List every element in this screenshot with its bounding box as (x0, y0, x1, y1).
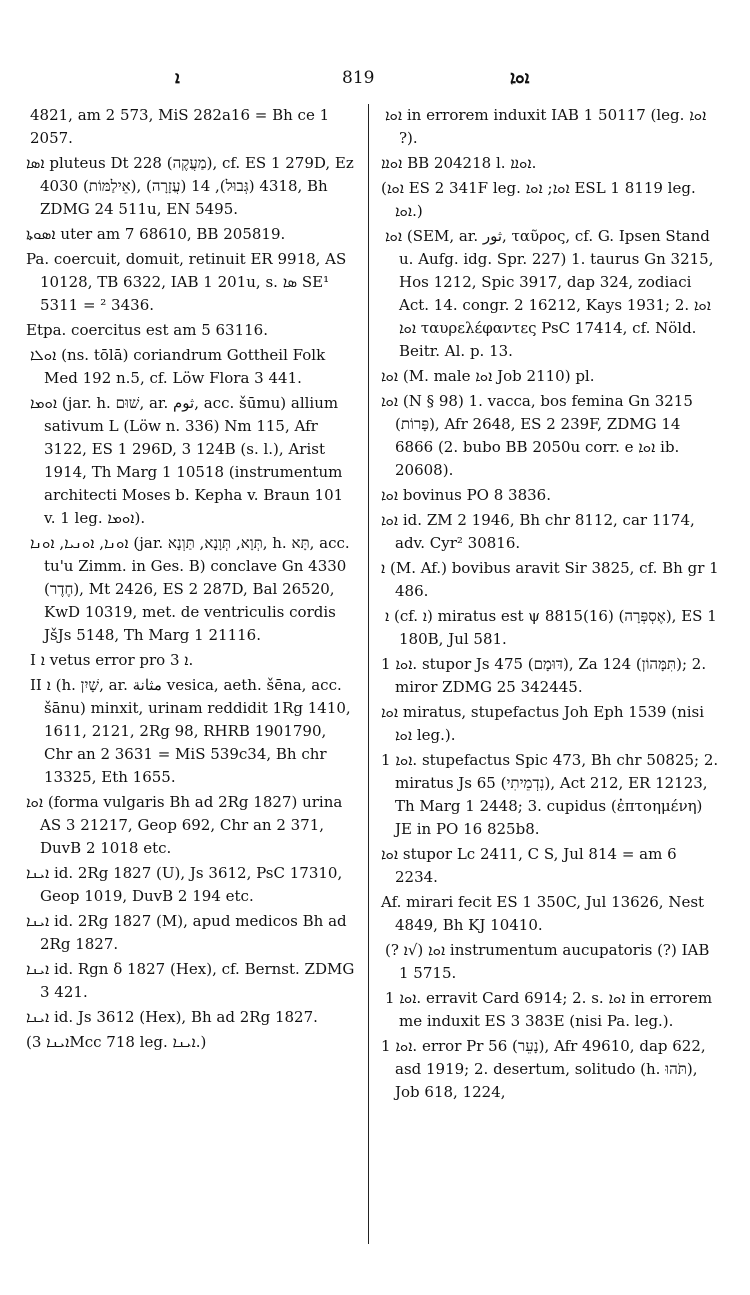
header-left-letter: ܐ (175, 68, 180, 88)
entry-text: ܐܝܢܐ id. 2Rg 1827 (U), Js 3612, PsC 17310, Geop 1019, DuvB 2 194 etc. (26, 864, 343, 905)
entry-text: ܐܘܐ (forma vulgaris Bh ad 2Rg 1827) urina AS 3 21217, Geop 692, Chr an 2 371, DuvB 2 1018 etc. (26, 793, 343, 857)
entry-text: ܐܣܘܬܐ uter am 7 68610, BB 205819. (26, 225, 286, 243)
entry-text: Pa. coercuit, domuit, retinuit ER 9918, AS 10128, TB 6322, IAB 1 201u, s. ܣܐ SE¹ 5311 = ² 3436. (26, 250, 347, 314)
entry-text: ܐܘܠܐ (ns. tōlā) coriandrum Gottheil Folk Med 192 n.5, cf. Löw Flora 3 441. (30, 346, 326, 387)
column-divider (368, 104, 369, 1244)
entry-text: ܐܘܐ (√ܐ ?) instrumentum aucupatoris (?) IAB 1 5715. (385, 941, 710, 982)
page-header (0, 68, 750, 92)
entry-text: Etpa. coercitus est am 5 63116. (26, 321, 268, 339)
entry-text: ܐܘܐ (M. male ܐܘܐ Job 2110) pl. (381, 367, 595, 385)
entry-text: ܐܘܐ stupor Lc 2411, C S, Jul 814 = am 6 2234. (381, 845, 677, 886)
entry-text: ܐܘܡܐ (jar. h. שׁוּם, ar. ثوم, acc. šūmu) allium sativum L (Löw n. 336) Nm 115, Afr 3122, ES 1 296D, 3 124B (s. l.), Arist 1914, Th Marg 1 10518 (instrumentum architecti Moses b. Kepha v. Braun 101 v. 1 leg. ܐܘܡܐ). (30, 394, 344, 527)
entry-text: ܐܘܐ in errorem induxit IAB 1 50117 (leg. ܐܘܐ ?). (385, 106, 707, 147)
entry-text: ܐܝܢܐ id. 2Rg 1827 (M), apud medicos Bh ad 2Rg 1827. (26, 912, 347, 953)
entry-text: ܐܘܐ (N § 98) 1. vacca, bos femina Gn 3215 (פָּרוֹת), Afr 2648, ES 2 239F, ZDMG 14 6866 (2. bubo BB 2050u corr. e ܐܘܐ ib. 20608). (381, 392, 693, 479)
entry-text: II ܐ (h. שָׁיִן, ar. مثانة vesica, aeth. šēna, acc. šānu) minxit, urinam reddidit 1Rg 1410, 1611, 2121, 2Rg 98, RHRB 1901790, Chr an 2 3631 = MiS 539c34, Bh chr 13325, Eth 1655. (30, 676, 351, 786)
entry-text: (ܐܘܐ ES 2 341F leg. ܐܘܐ; ܐܘܐ ESL 1 8119 leg. ܐܘܐ.) (381, 179, 696, 220)
entry-text: I ܐ vetus error pro ܐ 3. (30, 651, 194, 669)
entry-text: ܐ (cf. ܐ) miratus est ψ 8815(16) (אֶסְפְּרָה), ES 1 180B, Jul 581. (385, 607, 717, 648)
entry-text: ܐܝܢܐ id. Js 3612 (Hex), Bh ad 2Rg 1827. (26, 1008, 318, 1026)
entry-text: ܐܘܐ miratus, stupefactus Joh Eph 1539 (nisi ܐܘܐ leg.). (381, 703, 705, 744)
entry-text: Af. mirari fecit ES 1 350C, Jul 13626, Nest 4849, Bh KJ 10410. (381, 893, 705, 934)
entry-text: ܐܣܐ pluteus Dt 228 (מַעֲקֶה), cf. ES 1 279D, Ez 4030 (אֵילַמּוֹת), 4318 (גְּבוּל), 14 (עֲזָרָה), Bh ZDMG 24 511u, EN 5495. (26, 154, 354, 218)
entry-text: 4821, am 2 573, MiS 282a16 = Bh ce 1 2057. (30, 106, 330, 147)
entry-text: ܐܘܐܐ BB 204218 l. ܐܘܐܐ. (381, 154, 537, 172)
entry-text: ܐܘܐ 1. erravit Card 6914; 2. s. ܐܘܐ in errorem me induxit ES 3 383E (nisi Pa. leg.). (385, 989, 713, 1030)
right-column (381, 104, 723, 1106)
entry-text: ܐܘܢܐ, ܐܘܢܝܐ, ܐܘܢܐ (jar. תְּוָא, תְּוָנָא, תַּוְנָא, h. תָּא, acc. tu'u Zimm. in Ges. B) conclave Gn 4330 (חֶדֶר), Mt 2426, ES 2 287D, Bal 26520, KwD 10319, met. de ventriculis cordis JšJs 5148, Th Marg 1 21116. (30, 534, 350, 644)
entry-text: ܐܘܐ 1. error Pr 56 (נָעֵר), Afr 49610, dap 622, asd 1919; 2. desertum, solitudo (h. תֹּהוּ), Job 618, 1224, (381, 1037, 706, 1101)
entry-text: ܐܘܐ 1. stupor Js 475 (דּוּמָם), Za 124 (תִּמָּהוֹן); 2. miror ZDMG 25 342445. (381, 655, 707, 696)
entry-text: (ܐܝܢܐ 3Mcc 718 leg. ܐܝܢܐ.) (26, 1033, 207, 1051)
entry-text: ܐܘܐ id. ZM 2 1946, Bh chr 8112, car 1174, adv. Cyr² 30816. (381, 511, 695, 552)
entry-text: ܐܘܐ 1. stupefactus Spic 473, Bh chr 50825; 2. miratus Js 65 (נִדְמֵיתִי), Act 212, ER 12123, Th Marg 1 2448; 3. cupidus (ἐπτοημένη) JE in PO 16 825b8. (381, 751, 719, 838)
left-column (26, 104, 358, 1056)
entry-text: ܐܘܐ (SEM, ar. ثور, ταῦρος, cf. G. Ipsen Stand u. Aufg. idg. Spr. 227) 1. taurus Gn 3215, Hos 1212, Spic 3917, dap 324, zodiaci Act. 14. congr. 2 16212, Kays 1931; 2. ܐܘܐ ܐܘܐ ταυρελέφαντες PsC 17414, cf. Nöld. Beitr. Al. p. 13. (385, 227, 714, 360)
entry-text: ܐܝܢܐ id. Rgn δ 1827 (Hex), cf. Bernst. ZDMG 3 421. (26, 960, 355, 1001)
entry-text: ܐܘܐ bovinus PO 8 3836. (381, 486, 551, 504)
page-number: 819 (342, 68, 375, 88)
header-right-word: ܐܘܐ (510, 68, 530, 88)
entry-text: ܐ (M. Af.) bovibus aravit Sir 3825, cf. Bh gr 1 486. (381, 559, 719, 600)
